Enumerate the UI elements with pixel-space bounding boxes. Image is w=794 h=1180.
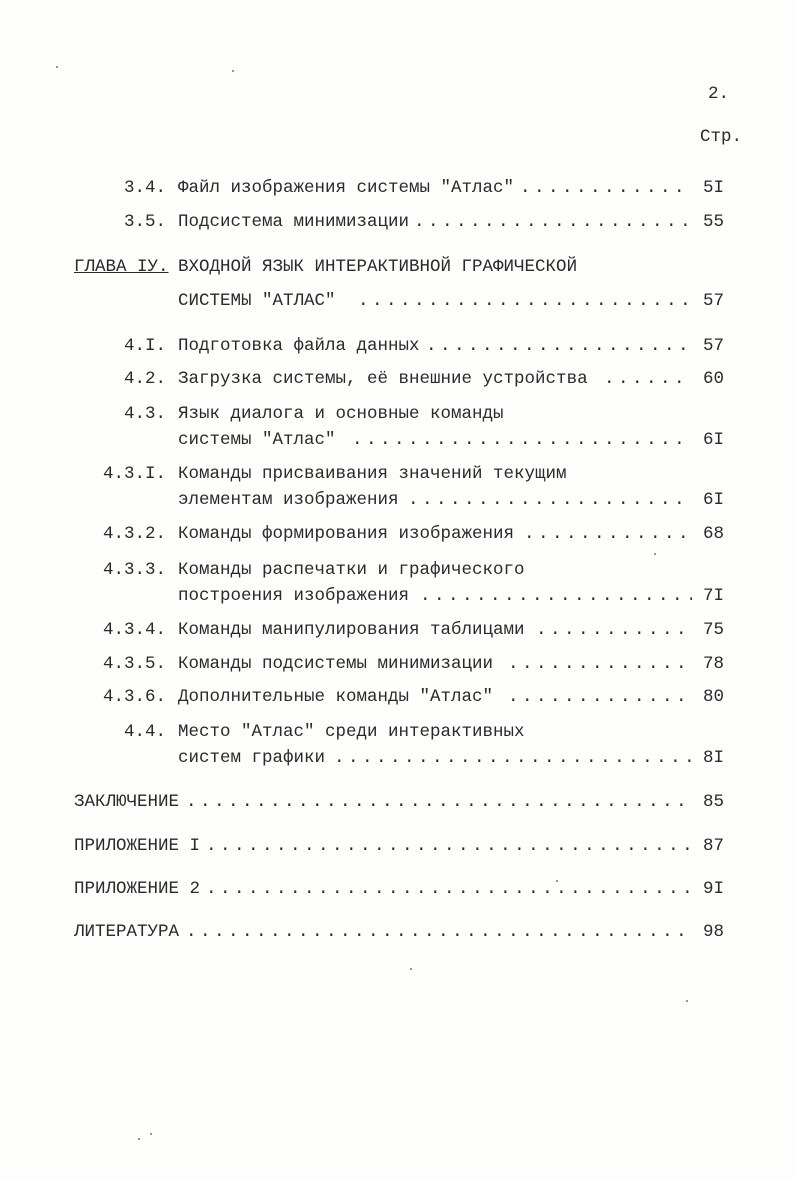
leader-dots [206,881,692,899]
scan-speck [556,880,558,882]
page-ref: 6I [702,430,724,450]
page-ref: 78 [702,654,724,674]
leader-dots [206,838,692,856]
section-title-line1: Язык диалога и основные команды [178,404,504,424]
section-title: Подготовка файла данных [178,336,420,356]
leader-dots [536,622,692,640]
page-ref: 60 [702,369,724,389]
page-ref: 85 [702,792,724,812]
section-title-line2: системы "Атлас" [178,430,336,450]
scan-speck [686,1000,688,1002]
chapter-label: ГЛАВА IУ. [74,257,169,277]
section-title: ЗАКЛЮЧЕНИЕ [74,792,180,812]
section-title: Подсистема минимизации [178,212,410,232]
section-number: 4.3. [123,404,166,424]
section-title: ПРИЛОЖЕНИЕ 2 [74,879,201,899]
scan-speck [232,70,234,72]
page-ref: 75 [702,620,724,640]
section-title: ПРИЛОЖЕНИЕ I [74,836,201,856]
page-ref: 87 [702,836,724,856]
section-title: Команды формирования изображения [178,524,515,544]
section-number: 4.3.I. [102,464,166,484]
leader-dots [352,432,692,450]
scan-speck [150,1133,152,1135]
leader-dots [414,214,692,232]
leader-dots [520,180,692,198]
section-number: 4.2. [123,369,166,389]
section-number: 4.3.3. [102,560,166,580]
page-number: 2. [708,84,730,104]
section-number: 4.3.4. [102,620,166,640]
page-ref: 57 [702,291,724,311]
scan-speck [654,553,656,555]
leader-dots [604,371,692,389]
page-ref: 9I [702,879,724,899]
section-title: Файл изображения системы "Атлас" [178,178,515,198]
section-title-line1: Команды присваивания значений текущим [178,464,567,484]
section-title: Команды манипулирования таблицами [178,620,525,640]
leader-dots [334,750,692,768]
page-ref: 80 [702,687,724,707]
section-title-line1: Место "Атлас" среди интерактивных [178,722,525,742]
scan-speck [56,66,58,68]
section-title-line2: построения изображения [178,586,410,606]
leader-dots [524,526,692,544]
section-title: Загрузка системы, её внешние устройства [178,369,588,389]
section-number: 3.5. [123,212,166,232]
page-ref: 6I [702,490,724,510]
chapter-title-line2: СИСТЕМЫ "АТЛАС" [178,291,336,311]
page-ref: 8I [702,748,724,768]
section-title-line2: систем графики [178,748,326,768]
page-ref: 5I [702,178,724,198]
chapter-title-line1: ВХОДНОЙ ЯЗЫК ИНТЕРАКТИВНОЙ ГРАФИЧЕСКОЙ [178,257,578,277]
section-number: 3.4. [123,178,166,198]
page-ref: 7I [702,586,724,606]
section-title-line1: Команды распечатки и графического [178,560,525,580]
page-ref: 98 [702,922,724,942]
page-ref: 57 [702,336,724,356]
section-title: ЛИТЕРАТУРА [74,922,180,942]
section-number: 4.I. [123,336,166,356]
page-ref: 55 [702,212,724,232]
scan-speck [138,1138,140,1140]
leader-dots [420,588,692,606]
section-title-line2: элементам изображения [178,490,399,510]
leader-dots [358,293,692,311]
section-title: Команды подсистемы минимизации [178,654,494,674]
leader-dots [186,924,692,942]
leader-dots [186,794,692,812]
leader-dots [426,338,692,356]
page-ref: 68 [702,524,724,544]
leader-dots [408,492,692,510]
section-number: 4.3.6. [102,687,166,707]
section-title: Дополнительные команды "Атлас" [178,687,494,707]
scan-speck [410,968,412,970]
page-column-label: Стр. [700,127,743,147]
section-number: 4.4. [123,722,166,742]
leader-dots [508,656,692,674]
section-number: 4.3.5. [102,654,166,674]
section-number: 4.3.2. [102,524,166,544]
leader-dots [508,689,692,707]
